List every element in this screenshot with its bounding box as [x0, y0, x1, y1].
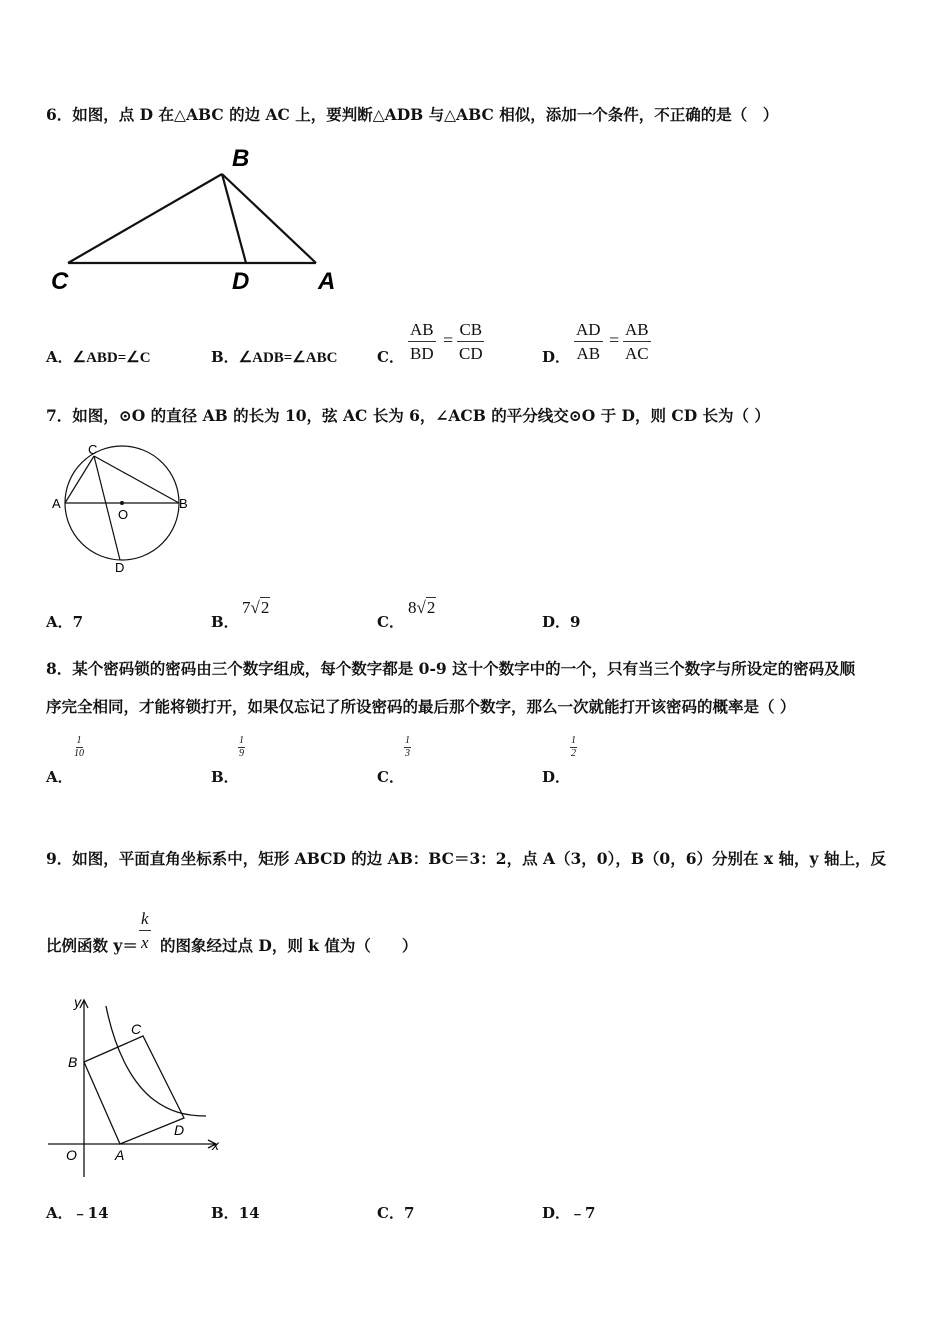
- q9-label-y: y: [74, 994, 81, 1010]
- q9-label-c: C: [131, 1021, 142, 1037]
- q7-circle-figure: [48, 438, 208, 578]
- q9-label-b: B: [68, 1054, 78, 1070]
- q9-option-d[interactable]: D．﹣7: [542, 1204, 596, 1222]
- q8-c-fraction: $\frac{1}{3}$: [405, 735, 410, 759]
- q8-option-d[interactable]: D．: [542, 768, 571, 786]
- q6-option-a[interactable]: A．∠ABD=∠C: [46, 348, 151, 366]
- q9-k-over-x-fraction: $\frac{k}{x}$: [141, 909, 149, 952]
- q9-label-d: D: [174, 1122, 185, 1138]
- q7-b-radical: 7√2: [242, 598, 270, 617]
- q7-option-c[interactable]: C．: [377, 613, 404, 631]
- q6-label-c: C: [51, 268, 69, 295]
- q6-label-d: D: [232, 268, 250, 295]
- q6-stem: 6．如图，点 D 在△ABC 的边 AC 上，要判断△ADB 与△ABC 相似，添加一个条件，不正确的是（ ）: [46, 105, 779, 124]
- q9-label-a: A: [115, 1147, 125, 1163]
- q6-option-d[interactable]: D．: [542, 348, 571, 366]
- q8-d-fraction: $\frac{1}{2}$: [571, 735, 576, 759]
- q6-label-b: B: [232, 145, 250, 172]
- q6-d-fraction-2: $\frac{AB}{AC}$: [625, 320, 649, 363]
- q8-option-b[interactable]: B．: [211, 768, 239, 786]
- q9-stem-line2-post: 的图象经过点 D，则 k 值为（ ）: [160, 936, 418, 955]
- q9-label-o: O: [66, 1147, 77, 1163]
- q7-stem: 7．如图，⊙O 的直径 AB 的长为 10，弦 AC 长为 6，∠ACB 的平分线交⊙O 于 D，则 CD 长为（ ）: [46, 406, 770, 425]
- q9-coordinate-figure: [44, 994, 234, 1184]
- q9-option-c[interactable]: C．7: [377, 1204, 415, 1222]
- q7-label-b: B: [179, 496, 188, 511]
- q8-stem-line1: 8．某个密码锁的密码由三个数字组成，每个数字都是 0-9 这十个数字中的一个，只有当三个数字与所设定的密码及顺: [46, 659, 856, 678]
- q6-triangle-figure: [44, 142, 364, 302]
- q6-c-fraction-1: $\frac{AB}{BD}$: [410, 320, 434, 363]
- q6-label-a: A: [318, 268, 336, 295]
- q7-label-d: D: [115, 560, 125, 575]
- q9-stem-line2-pre: 比例函数 y＝: [46, 936, 138, 955]
- q8-b-fraction: $\frac{1}{9}$: [239, 735, 244, 759]
- q8-option-c[interactable]: C．: [377, 768, 404, 786]
- q6-d-fraction-1: $\frac{AD}{AB}$: [576, 320, 601, 363]
- q6-c-fraction-2: $\frac{CB}{CD}$: [459, 320, 483, 363]
- q9-stem-line1: 9．如图，平面直角坐标系中，矩形 ABCD 的边 AB：BC＝3：2，点 A（3，0），B（0，6）分别在 x 轴，y 轴上，反: [46, 849, 886, 868]
- q7-c-radical: 8√2: [408, 598, 436, 617]
- q6-c-equals: =: [443, 330, 454, 350]
- q8-option-a[interactable]: A．: [46, 768, 73, 786]
- q6-option-c[interactable]: C．: [377, 348, 404, 366]
- q8-a-fraction: $\frac{1}{10}$: [74, 735, 84, 759]
- q9-label-x: x: [212, 1137, 219, 1153]
- q6-option-b[interactable]: B．∠ADB=∠ABC: [211, 348, 338, 366]
- q9-option-a[interactable]: A．﹣14: [46, 1204, 109, 1222]
- q7-label-o: O: [118, 507, 129, 522]
- q9-option-b[interactable]: B．14: [211, 1204, 260, 1222]
- q6-d-equals: =: [609, 330, 620, 350]
- q7-label-c: C: [88, 442, 98, 457]
- q7-option-d[interactable]: D．9: [542, 613, 581, 631]
- q7-option-a[interactable]: A．7: [46, 613, 84, 631]
- q7-label-a: A: [52, 496, 61, 511]
- q7-option-b[interactable]: B．: [211, 613, 239, 631]
- q8-stem-line2: 序完全相同，才能将锁打开，如果仅忘记了所设密码的最后那个数字，那么一次就能打开该密码的概率是（ ）: [46, 697, 796, 716]
